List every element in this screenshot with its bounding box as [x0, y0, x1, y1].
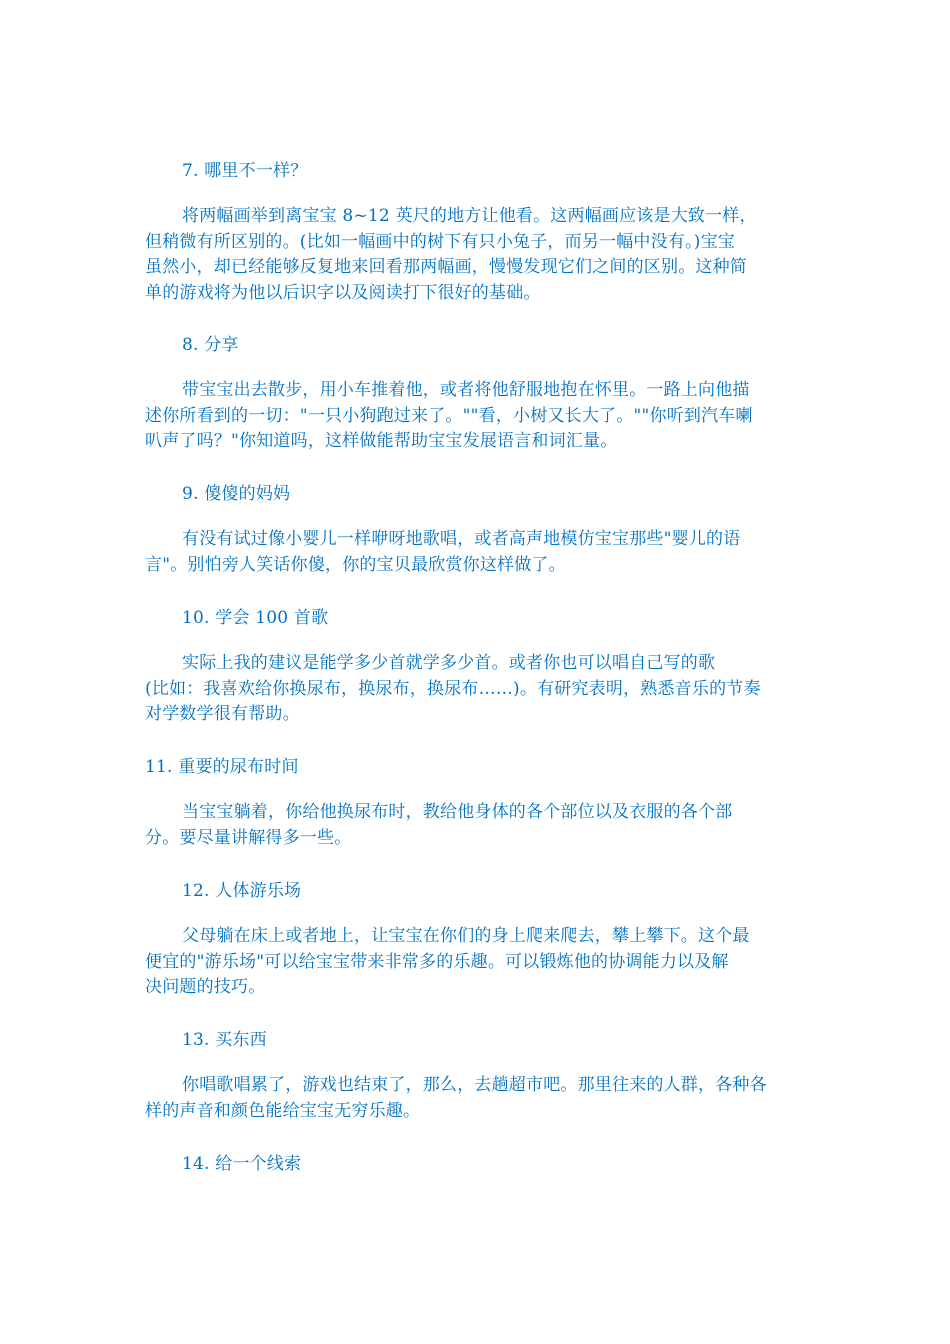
- paragraph-line: 言"。别怕旁人笑话你傻，你的宝贝最欣赏你这样做了。: [145, 554, 566, 575]
- section-paragraph-7: [145, 204, 800, 306]
- section-paragraph-12: [145, 924, 800, 1001]
- section-heading-13: 13. 买东西: [182, 1030, 267, 1050]
- section-heading-7: 7. 哪里不一样？: [182, 161, 308, 181]
- paragraph-line: 决问题的技巧。: [145, 977, 266, 997]
- section-heading-11: 11. 重要的尿布时间: [145, 757, 299, 777]
- paragraph-line: 当宝宝躺着，你给他换尿布时，教给他身体的各个部位以及衣服的各个部: [182, 802, 733, 822]
- section-paragraph-8: [145, 378, 800, 455]
- paragraph-line: 样的声音和颜色能给宝宝无穷乐趣。: [145, 1100, 421, 1121]
- section-paragraph-11: [145, 800, 800, 851]
- section-paragraph-9: [145, 527, 800, 578]
- section-heading-9: 9. 傻傻的妈妈: [182, 484, 291, 504]
- section-heading-14: 14. 给一个线索: [182, 1154, 302, 1174]
- section-heading-12: 12. 人体游乐场: [182, 881, 302, 901]
- paragraph-line: 便宜的"游乐场"可以给宝宝带来非常多的乐趣。可以锻炼他的协调能力以及解: [145, 951, 729, 972]
- paragraph-line: 有没有试过像小婴儿一样咿呀地歌唱，或者高声地模仿宝宝那些"婴儿的语: [182, 529, 741, 549]
- paragraph-line: 单的游戏将为他以后识字以及阅读打下很好的基础。: [145, 282, 541, 303]
- paragraph-line: 但稍微有所区别的。(比如一幅画中的树下有只小兔子，而另一幅中没有。)宝宝: [145, 231, 735, 252]
- section-heading-10: 10. 学会 100 首歌: [182, 608, 329, 628]
- paragraph-line: 述你所看到的一切："一只小狗跑过来了。""看，小树又长大了。""你听到汽车喇: [145, 405, 753, 426]
- section-paragraph-13: [145, 1073, 800, 1124]
- paragraph-line: 分。要尽量讲解得多一些。: [145, 827, 352, 848]
- paragraph-line: 叭声了吗？"你知道吗，这样做能帮助宝宝发展语言和词汇量。: [145, 431, 618, 451]
- paragraph-line: 实际上我的建议是能学多少首就学多少首。或者你也可以唱自己写的歌: [182, 653, 716, 673]
- paragraph-line: 带宝宝出去散步，用小车推着他，或者将他舒服地抱在怀里。一路上向他描: [182, 380, 750, 400]
- section-heading-8: 8. 分享: [182, 335, 239, 355]
- paragraph-line: 父母躺在床上或者地上，让宝宝在你们的身上爬来爬去，攀上攀下。这个最: [182, 926, 750, 946]
- paragraph-line: 虽然小，却已经能够反复地来回看那两幅画，慢慢发现它们之间的区别。这种简: [145, 257, 747, 277]
- paragraph-line: 你唱歌唱累了，游戏也结束了，那么，去趟超市吧。那里往来的人群，各种各: [182, 1075, 767, 1095]
- section-paragraph-10: [145, 651, 800, 728]
- paragraph-line: 将两幅画举到离宝宝 8~12 英尺的地方让他看。这两幅画应该是大致一样，: [182, 206, 757, 226]
- paragraph-line: (比如：我喜欢给你换尿布，换尿布，换尿布……)。有研究表明，熟悉音乐的节奏: [145, 678, 761, 699]
- paragraph-line: 对学数学很有帮助。: [145, 704, 300, 724]
